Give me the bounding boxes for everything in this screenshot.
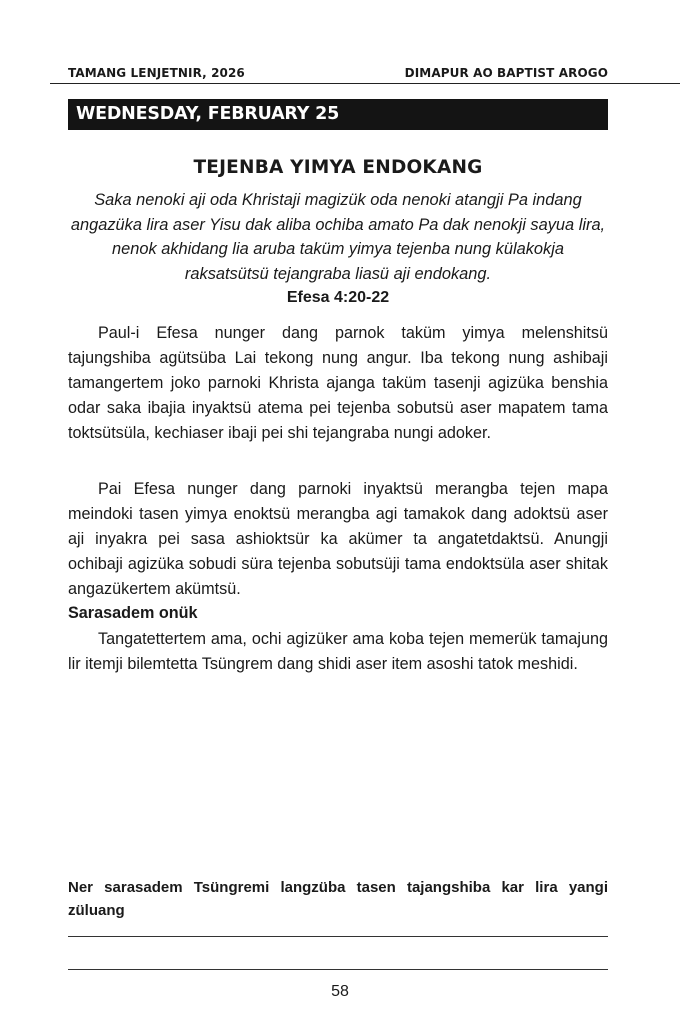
page-number: 58: [331, 983, 349, 1000]
writing-line-2: [68, 969, 608, 970]
running-header: [68, 64, 608, 82]
sarasadem-paragraph: Tangatettertem ama, ochi agizüker ama koba tejen memerük tamajung lir itemji bilemtetta Tsüngrem dang shidi aser item asoshi tatok meshidi.: [68, 630, 608, 673]
devotion-title: TEJENBA YIMYA ENDOKANG: [193, 157, 483, 178]
header-rule: [50, 83, 680, 84]
date-label: WEDNESDAY, FEBRUARY 25: [76, 104, 340, 124]
reflection-prompt: Ner sarasadem Tsüngremi langzüba tasen tajangshiba kar lira yangi züluang: [68, 879, 608, 919]
sarasadem-heading: Sarasadem onük: [68, 604, 198, 622]
body-paragraph-1: Paul-i Efesa nunger dang parnok taküm yimya melenshitsü tajungshiba agütsüba Lai tekong nung angur. Iba tekong nung ashibaji tamangertem joko parnoki Khrista ajanga taküm tasenji agizüka benshia odar saka ibajia inyaktsü atema pei tejenba sobutsü aser mapatem tama toktsütsüla, kechiaser ibaji pei shi tejangraba nungi adoker.: [68, 324, 608, 442]
scripture-verse: Saka nenoki aji oda Khristaji magizük oda nenoki atangji Pa indang angazüka lira aser Yisu dak aliba ochiba amato Pa dak nenokji sayua lira, nenok akhidang lia aruba taküm yimya tejenba nung külakokja raksatsütsü tejangraba liasü aji endokang.: [70, 191, 606, 283]
header-book-title: TAMANG LENJETNIR, 2026: [68, 66, 245, 80]
header-publisher: DIMAPUR AO BAPTIST AROGO: [404, 66, 608, 80]
scripture-reference: Efesa 4:20-22: [286, 289, 390, 306]
writing-line-1: [68, 936, 608, 937]
date-banner: [68, 99, 608, 130]
body-paragraph-2: Pai Efesa nunger dang parnoki inyaktsü merangba tejen mapa meindoki tasen yimya enoktsü merangba agi tamakok dang adoktsü aser aji inyakra pei sasa ashioktsür ka akümer ta angatetdaktsü. Anungji ochibaji agizüka sobudi süra tejenba sobutsüji tama endoktsüla aser shitak angazükertem akümtsü.: [68, 480, 608, 598]
